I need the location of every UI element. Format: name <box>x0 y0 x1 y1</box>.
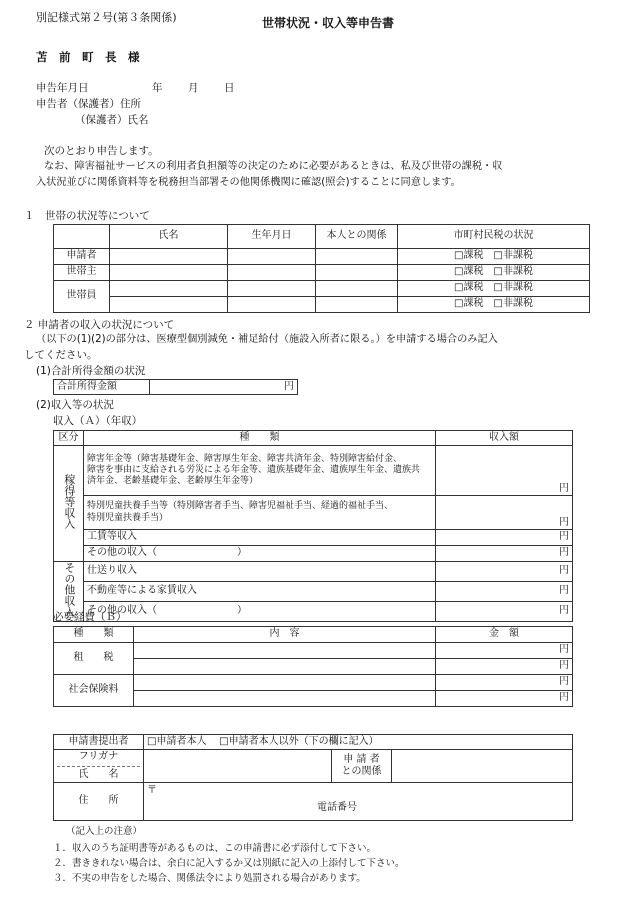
address-field[interactable]: 〒 電話番号 <box>144 783 573 821</box>
sub1-title: (1)合計所得金額の状況 <box>36 365 146 377</box>
rent-amount[interactable]: 円 <box>436 581 573 601</box>
submitter-options[interactable] <box>144 735 573 750</box>
relation-label: 申 請 者 との関係 <box>332 750 392 783</box>
section1-title: １ 世帯の状況等について <box>24 210 150 222</box>
col-type: 種 類 <box>84 431 436 446</box>
child-allowance-amount[interactable]: 円 <box>436 496 573 530</box>
intro-line2: なお、障害福祉サービスの利用者負担額等の決定のために必要があるときは、私及び世帯の課税・収 <box>44 161 503 172</box>
tax-amount[interactable]: 円 <box>436 643 573 659</box>
other-income-amount[interactable]: 円 <box>436 546 573 562</box>
remittance-amount[interactable]: 円 <box>436 562 573 582</box>
rent-row: 不動産等による家賃収入 <box>84 581 436 601</box>
total-income-value[interactable]: 円 <box>150 380 298 395</box>
col-category: 区分 <box>54 431 84 446</box>
address-label: 申告者（保護者）住所 <box>36 98 141 110</box>
form-title: 世帯状況・収入等申告書 <box>262 16 395 30</box>
insurance-amount[interactable]: 円 <box>436 691 573 707</box>
guardian-name-label: （保護者）氏名 <box>75 114 149 126</box>
tax-checkbox[interactable]: □課税 □非課税 <box>398 265 590 281</box>
section2-title: ２ 申請者の収入の状況について <box>24 319 175 331</box>
addressee: 苫 前 町 長 様 <box>36 50 140 64</box>
earned-income-label: 稼得等収入 <box>54 446 84 562</box>
submitter-other-checkbox[interactable]: □申請者本人以外（下の欄に記入） <box>219 735 379 747</box>
relation-field[interactable] <box>392 750 573 783</box>
child-allowance-row: 特別児童扶養手当等（特別障害者手当、障害児福祉手当、経過的福祉手当、 特別児童扶養手当） <box>84 496 436 530</box>
total-income-table <box>53 379 298 395</box>
submitter-self-checkbox[interactable]: □申請者本人 <box>147 735 207 747</box>
col-tax-status: 市町村民税の状況 <box>398 225 590 249</box>
col-name: 氏名 <box>110 225 228 249</box>
tax-checkbox[interactable]: □課税 □非課税 <box>398 297 590 313</box>
total-income-label: 合計所得金額 <box>54 380 150 395</box>
tax-amount[interactable]: 円 <box>436 659 573 675</box>
income-table <box>53 430 573 622</box>
tax-checkbox[interactable]: □課税 □非課税 <box>398 249 590 265</box>
section2-note1: （以下の(1)(2)の部分は、医療型個別減免・補足給付（施設入所者に限る。）を申請する場合のみ記入 <box>36 334 498 345</box>
notes-title: （記入上の注意） <box>66 826 143 837</box>
wage-row: 工賃等収入 <box>84 530 436 546</box>
other-income2-row: その他の収入（ ） <box>84 601 436 621</box>
name-field[interactable] <box>144 750 332 783</box>
sub2-title: (2)収入等の状況 <box>36 399 114 411</box>
name-label: フリガナ 氏 名 <box>54 750 144 783</box>
row-householder: 世帯主 <box>54 265 110 281</box>
note-item-3: ３．不実の申告をした場合、関係法令により処罰される場合があります。 <box>53 873 366 884</box>
col-relation: 本人との関係 <box>316 225 398 249</box>
phone-label: 電話番号 <box>317 801 357 813</box>
year-label: 年 <box>152 82 163 94</box>
date-label: 申告年月日 <box>36 82 89 94</box>
wage-amount[interactable]: 円 <box>436 530 573 546</box>
col-expense-type: 種 類 <box>54 627 134 643</box>
row-applicant: 申請者 <box>54 249 110 265</box>
expense-table <box>53 626 573 707</box>
insurance-amount[interactable]: 円 <box>436 675 573 691</box>
submitter-label: 申請書提出者 <box>54 735 144 750</box>
section2-note2: してください。 <box>24 349 98 361</box>
remittance-row: 仕送り収入 <box>84 562 436 582</box>
tax-checkbox[interactable]: □課税 □非課税 <box>398 281 590 297</box>
insurance-label: 社会保険料 <box>54 675 134 707</box>
col-kingaku: 金 額 <box>436 627 573 643</box>
household-table <box>53 224 590 313</box>
other-income2-amount[interactable]: 円 <box>436 601 573 621</box>
intro-line3: 入状況並びに関係資料等を税務担当部署その他関係機関に確認(照会)することに同意します。 <box>36 177 461 188</box>
tax-label: 租 税 <box>54 643 134 675</box>
pension-amount[interactable]: 円 <box>436 446 573 496</box>
other-income-row: その他の収入（ ） <box>84 546 436 562</box>
col-income-amount: 収入額 <box>436 431 573 446</box>
other-category-label: その他収入 <box>54 562 84 622</box>
intro-line1: 次のとおり申告します。 <box>44 145 159 157</box>
address-label: 住 所 <box>54 783 144 821</box>
month-label: 月 <box>188 82 199 94</box>
submitter-table <box>53 734 573 821</box>
col-birthdate: 生年月日 <box>228 225 316 249</box>
note-item-1: １．収入のうち証明書等があるものは、この申請書に必ず添付して下さい。 <box>53 843 377 854</box>
income-a-title: 収入（Ａ）（年収） <box>53 415 143 427</box>
row-member: 世帯員 <box>54 281 110 313</box>
note-item-2: ２．書ききれない場合は、余白に記入するか又は別紙に記入の上添付して下さい。 <box>53 858 405 869</box>
col-content: 内 容 <box>134 627 436 643</box>
day-label: 日 <box>224 82 235 94</box>
pension-row: 障害年金等（障害基礎年金、障害厚生年金、障害共済年金、特別障害給付金、 障害を事由に支給される労災による年金等、遺族基礎年金、遺族厚生年金、遺族共 済年金、老齢基礎年金、老齢厚生年金等） <box>84 446 436 496</box>
form-number: 別記様式第２号(第３条関係) <box>36 11 177 24</box>
expense-b-title: 必要経費（Ｂ） <box>53 611 127 623</box>
